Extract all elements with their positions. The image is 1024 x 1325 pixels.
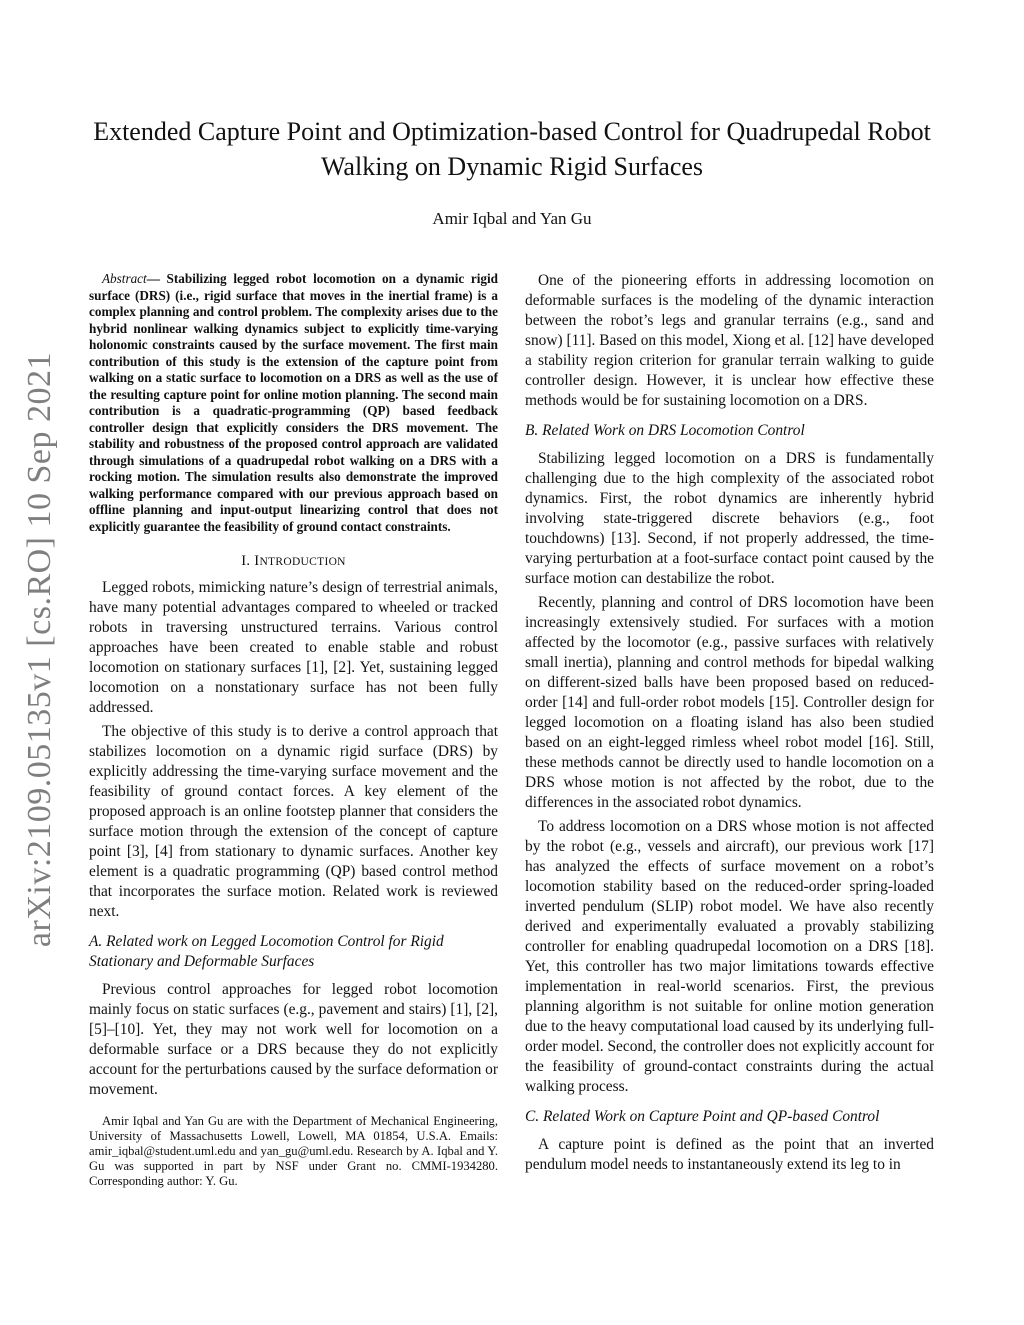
right-column: [525, 271, 934, 1175]
subsection-b-paragraph-3: To address locomotion on a DRS whose motion is not affected by the robot (e.g., vessels and aircraft), our previous work [17] has analyzed the effects of surface movement on a robot’s locomotion stability based on the reduced-order spring-loaded inverted pendulum (SLIP) robot model. We have also recently derived and experimentally evaluated a provably stabilizing controller for enabling quadrupedal locomotion on a DRS [18]. Yet, this controller has two major limitations towards effective implementation in real-world scenarios. First, the previous planning algorithm is not suitable for online motion generation due to the heavy computational load caused by its underlying full-order model. Second, the controller does not explicitly account for the feasibility of ground-contact constraints during the actual walking process.: [525, 818, 935, 1095]
subsection-heading-c: C. Related Work on Capture Point and QP-based Control: [525, 1108, 880, 1125]
subsection-c-paragraph-1: A capture point is defined as the point that an inverted pendulum model needs to instantaneously extend its leg to in: [525, 1136, 934, 1173]
subsection-a-paragraph-1: Previous control approaches for legged robot locomotion mainly focus on static surfaces (e.g., pavement and stairs) [1], [2], [5]–[10]. Yet, they may not work well for locomotion on a deformable surface or a DRS because they do not explicitly account for the perturbations caused by the surface deformation or movement.: [89, 981, 498, 1098]
abstract-label: Abstract: [102, 271, 147, 286]
subsection-heading-a: A. Related work on Legged Locomotion Control for Rigid Stationary and Deformable Surfaces: [89, 933, 444, 970]
subsection-heading-b: B. Related Work on DRS Locomotion Control: [525, 422, 805, 439]
intro-paragraph-1: Legged robots, mimicking nature’s design of terrestrial animals, have many potential advantages compared to wheeled or tracked robots in traversing unstructured terrains. Various control approaches have been created to enable stable and robust locomotion on stationary surfaces [1], [2]. Yet, sustaining legged locomotion on a nonstationary surface has not been fully addressed.: [89, 579, 498, 716]
author-footnote: Amir Iqbal and Yan Gu are with the Department of Mechanical Engineering, University of Massachusetts Lowell, Lowell, MA 01854, U.S.A. Emails: amir_iqbal@student.uml.edu and yan_gu@uml.edu. Research by A. Iqbal and Y. Gu was supported in part by NSF under Grant no. CMMI-1934280. Corresponding author: Y. Gu.: [89, 1114, 498, 1188]
arxiv-identifier: arXiv:2109.05135v1 [cs.RO] 10 Sep 2021: [21, 352, 58, 948]
left-column: [89, 271, 498, 1189]
subsection-a-paragraph-2: One of the pioneering efforts in addressing locomotion on deformable surfaces is the modeling of the dynamic interaction between the robot’s legs and granular terrains (e.g., sand and snow) [11]. Based on this model, Xiong et al. [12] have developed a stability region criterion for granular terrain walking to guide controller design. However, it is unclear how effective these methods would be for sustaining locomotion on a DRS.: [525, 272, 934, 409]
intro-paragraph-2: The objective of this study is to derive a control approach that stabilizes locomotion on a dynamic rigid surface (DRS) by explicitly addressing the time-varying surface movement and the feasibility of ground contact forces. A key element of the proposed approach is an online footstep planner that considers the surface motion through the extension of the concept of capture point [3], [4] from stationary to dynamic surfaces. Another key element is a quadratic programming (QP) based control method that incorporates the surface motion. Related work is reviewed next.: [89, 723, 498, 920]
section-heading-introduction: I. INTRODUCTION: [241, 553, 346, 569]
arxiv-sidebar: [10, 350, 70, 950]
subsection-b-paragraph-2: Recently, planning and control of DRS locomotion have been increasingly extensively studied. For surfaces with a motion affected by the locomotor (e.g., passive surfaces with relatively small inertia), planning and control methods for bipedal walking on different-sized balls have been proposed based on reduced-order [14] and full-order robot models [15]. Controller design for legged locomotion on a floating island has also been studied based on an eight-legged rimless wheel robot model [16]. Still, these methods cannot be directly used to handle locomotion on a DRS whose motion is not affected by the robot, due to the differences in the associated robot dynamics.: [525, 594, 934, 811]
paper-authors: Amir Iqbal and Yan Gu: [432, 209, 592, 228]
abstract-text: — Stabilizing legged robot locomotion on a dynamic rigid surface (DRS) (i.e., rigid surface that moves in the inertial frame) is a complex planning and control problem. The complexity arises due to the hybrid nonlinear walking dynamics subject to explicitly time-varying holonomic constraints caused by the surface movement. The first main contribution of this study is the extension of the capture point from walking on a static surface to locomotion on a DRS as well as the use of the resulting capture point for online motion planning. The second main contribution is a quadratic-programming (QP) based feedback controller design that explicitly considers the DRS movement. The stability and robustness of the proposed control approach are validated through simulations of a quadrupedal robot walking on a DRS with a rocking motion. The simulation results also demonstrate the improved walking performance compared with our previous approach based on offline planning and input-output linearizing control that does not explicitly guarantee the feasibility of ground contact constraints.: [89, 271, 498, 534]
abstract: [89, 271, 498, 535]
paper-title: Extended Capture Point and Optimization-based Control for Quadrupedal Robot Walking on Dynamic Rigid Surfaces: [93, 117, 931, 181]
subsection-b-paragraph-1: Stabilizing legged locomotion on a DRS is fundamentally challenging due to the high complexity of the associated robot dynamics. First, the robot dynamics are inherently hybrid involving state-triggered discrete behaviors (e.g., foot touchdowns) [13]. Second, if not properly addressed, the time-varying perturbation at a foot-surface contact point caused by the surface motion can destabilize the robot.: [525, 450, 934, 587]
